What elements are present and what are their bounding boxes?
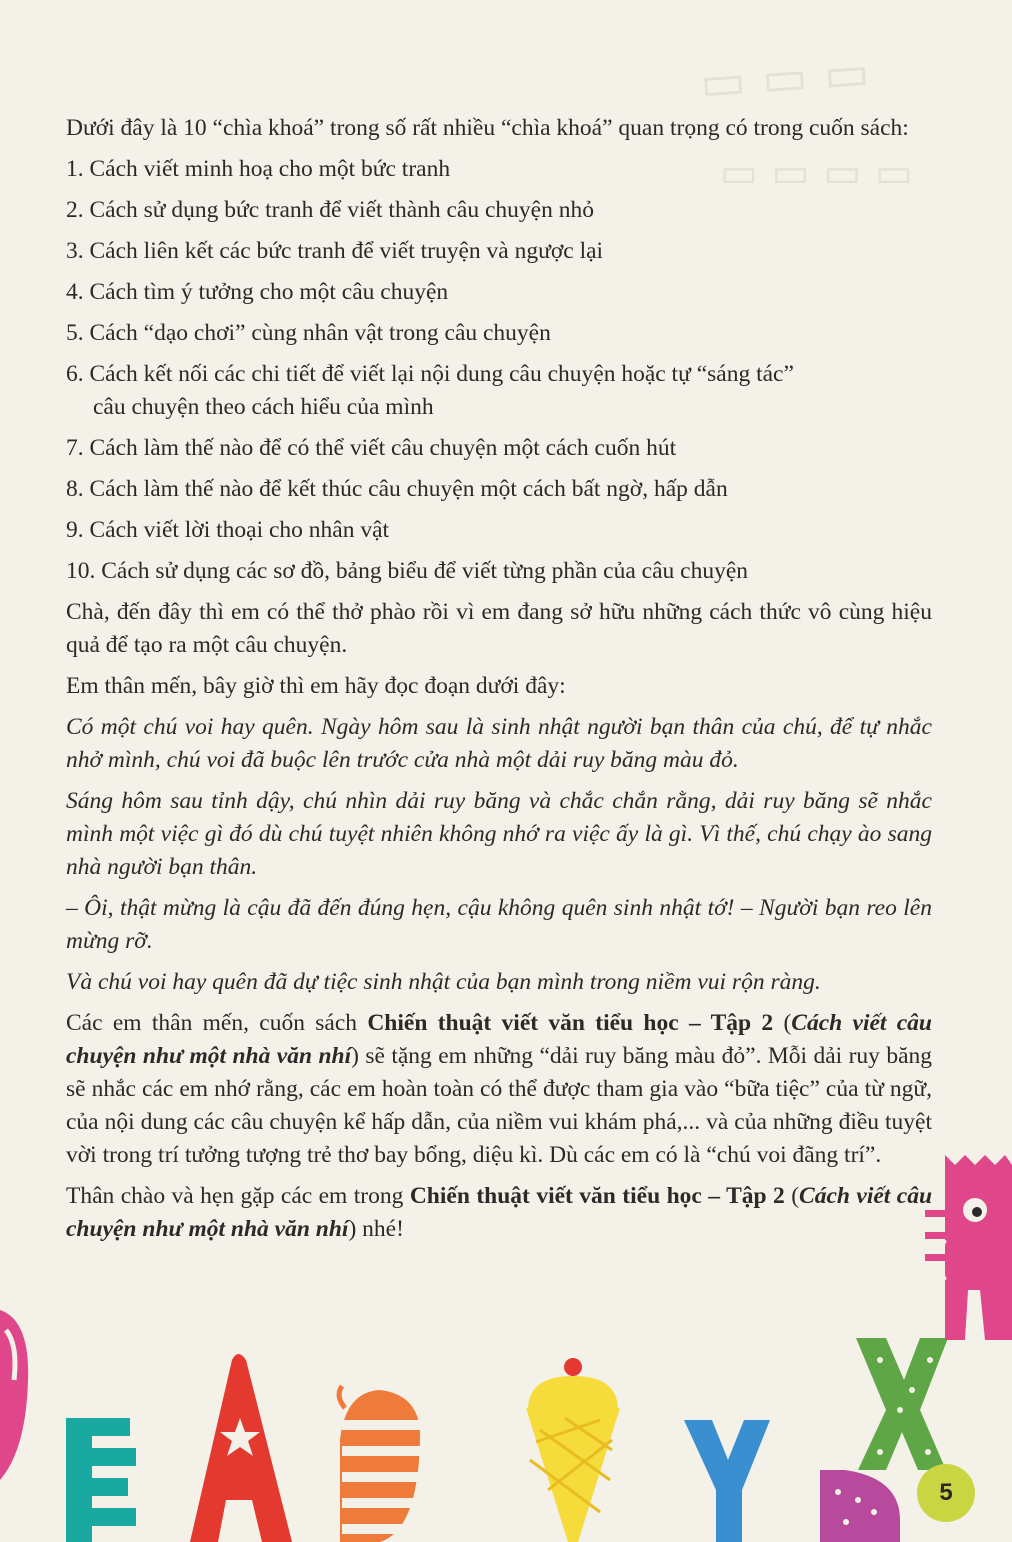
bleed-through-decoration: ▭ ▭ ▭ ▭	[720, 150, 913, 196]
key-item-line: 6. Cách kết nối các chi tiết để viết lại nội dung câu chuyện hoặc tự “sáng tác”	[66, 361, 794, 387]
key-item: 7. Cách làm thế nào để có thể viết câu chuyện một cách cuốn hút	[66, 435, 677, 461]
monster-r-illustration	[925, 1155, 1012, 1340]
story-dialogue: – Ôi, thật mừng là cậu đã đến đúng hẹn, cậu không quên sinh nhật tớ! – Người bạn reo lên mừng rỡ.	[66, 895, 932, 954]
text-run: ) sẽ tặng em những “dải ruy băng màu đỏ”. Mỗi dải ruy băng sẽ nhắc các em nhớ rằng, các em hoàn toàn có thể được tham gia vào “bữa tiệc” của từ ngữ, của nội dung các câu chuyện kể hấp dẫn, của niềm vui khám phá,... và của những điều tuyệt vời trong trí tưởng tượng trẻ thơ bay bổng, diệu kì. Dù các em có là “chú voi đãng trí”.	[66, 1043, 933, 1168]
intro-paragraph: Dưới đây là 10 “chìa khoá” trong số rất nhiều “chìa khoá” quan trọng có trong cuốn sách:	[66, 115, 909, 141]
letter-k-illustration	[66, 1418, 136, 1542]
key-item	[66, 358, 932, 424]
key-item: 1. Cách viết minh hoạ cho một bức tranh	[66, 156, 451, 182]
letter-y-illustration	[684, 1420, 770, 1542]
key-item: 2. Cách sử dụng bức tranh để viết thành câu chuyện nhỏ	[66, 197, 594, 223]
book-intro-paragraph	[66, 1007, 932, 1172]
story-paragraph: Và chú voi hay quên đã dự tiệc sinh nhật của bạn mình trong niềm vui rộn ràng.	[66, 969, 821, 995]
read-prompt-paragraph: Em thân mến, bây giờ thì em hãy đọc đoạn dưới đây:	[66, 673, 566, 699]
page-number: 5	[917, 1464, 975, 1522]
relief-paragraph: Chà, đến đây thì em có thể thở phào rồi vì em đang sở hữu những cách thức vô cùng hiệu quả để tạo ra một câu chuyện.	[66, 599, 932, 658]
book-subtitle: Cách viết câu chuyện như một nhà văn nhí	[66, 1010, 933, 1069]
letter-d-illustration	[820, 1470, 900, 1542]
book-subtitle: Cách viết câu chuyện như một nhà văn nhí	[66, 1183, 933, 1242]
key-item-continuation: câu chuyện theo cách hiểu của mình	[93, 394, 434, 420]
letter-x-illustration	[856, 1338, 948, 1470]
text-run: Thân chào và hẹn gặp các em trong	[66, 1183, 410, 1209]
main-text	[66, 112, 932, 1254]
ice-cream-cone-illustration	[526, 1358, 620, 1542]
text-run: Các em thân mến, cuốn sách	[66, 1010, 368, 1036]
key-list	[66, 153, 932, 588]
story-paragraph: Có một chú voi hay quên. Ngày hôm sau là sinh nhật người bạn thân của chú, để tự nhắc nhở mình, chú voi đã buộc lên trước cửa nhà một dải ruy băng màu đỏ.	[66, 714, 932, 773]
letter-a-illustration	[190, 1354, 292, 1542]
book-title: Chiến thuật viết văn tiểu học – Tập 2	[367, 1010, 774, 1036]
book-title: Chiến thuật viết văn tiểu học – Tập 2	[409, 1183, 785, 1209]
text-run: ) nhé!	[348, 1216, 404, 1242]
star-icon	[220, 1418, 260, 1456]
pink-ear-illustration	[0, 1310, 28, 1480]
key-item: 4. Cách tìm ý tưởng cho một câu chuyện	[66, 279, 449, 305]
key-item: 5. Cách “dạo chơi” cùng nhân vật trong câu chuyện	[66, 320, 551, 346]
story-paragraph: Sáng hôm sau tỉnh dậy, chú nhìn dải ruy băng và chắc chắn rằng, dải ruy băng sẽ nhắc mình một việc gì đó dù chú tuyệt nhiên không nhớ ra việc ấy là gì. Vì thế, chú chạy ào sang nhà người bạn thân.	[66, 788, 932, 880]
bleed-through-decoration: ▭ ▭ ▭	[698, 44, 872, 112]
text-run: (	[784, 1183, 800, 1209]
text-run: (	[773, 1010, 792, 1036]
striped-bee-illustration	[339, 1386, 420, 1542]
key-item: 10. Cách sử dụng các sơ đồ, bảng biểu để viết từng phần của câu chuyện	[66, 558, 748, 584]
key-item: 3. Cách liên kết các bức tranh để viết truyện và ngược lại	[66, 238, 604, 264]
key-item: 9. Cách viết lời thoại cho nhân vật	[66, 517, 390, 543]
closing-paragraph	[66, 1180, 932, 1246]
key-item: 8. Cách làm thế nào để kết thúc câu chuyện một cách bất ngờ, hấp dẫn	[66, 476, 728, 502]
